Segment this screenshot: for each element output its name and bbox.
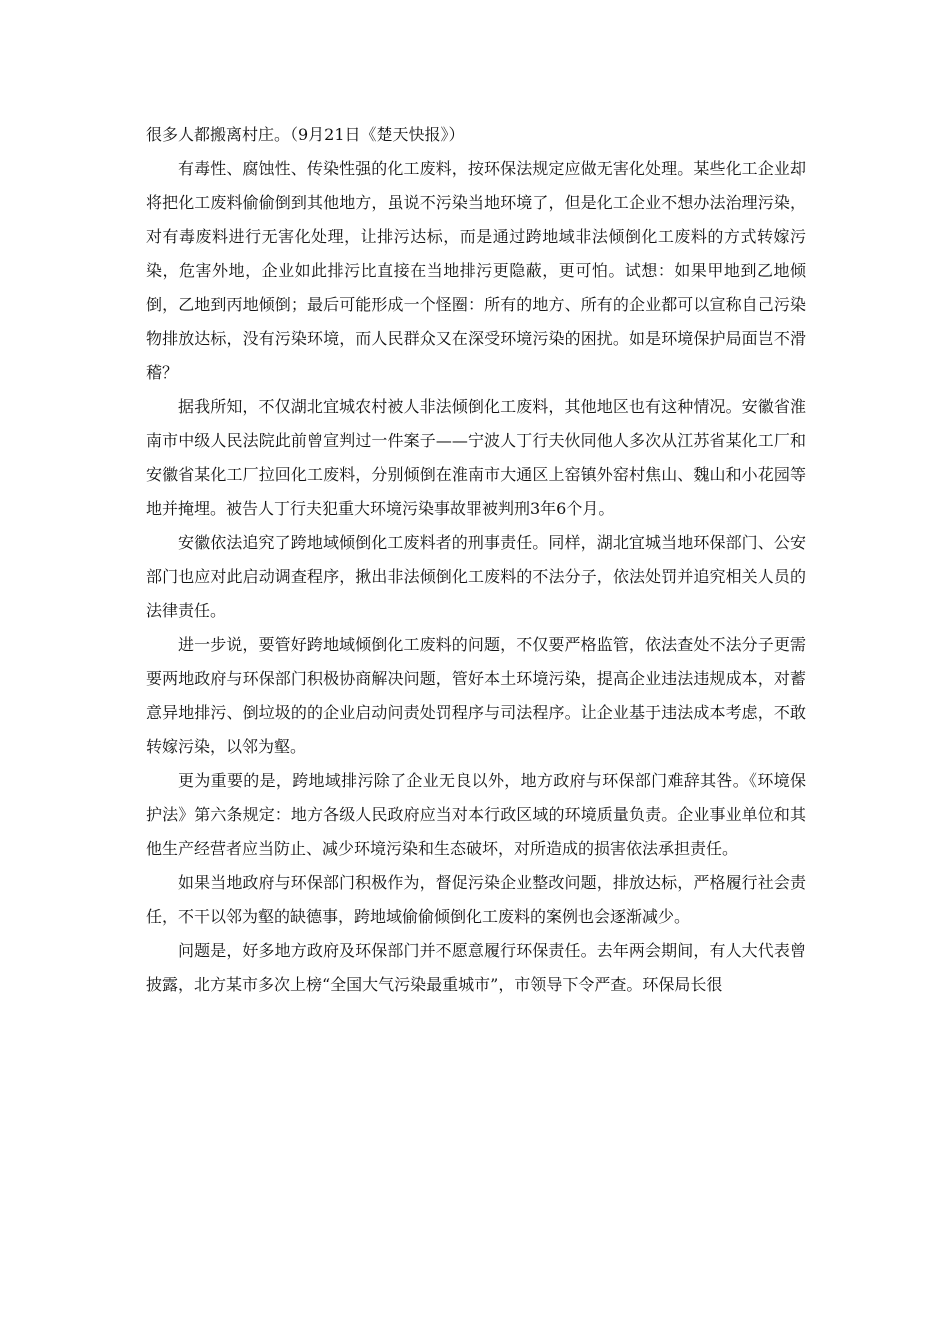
paragraph-4: 安徽依法追究了跨地域倾倒化工废料者的刑事责任。同样，湖北宜城当地环保部门、公安部门也应对此启动调查程序，揪出非法倾倒化工废料的不法分子，依法处罚并追究相关人员的法律责任。 xyxy=(146,533,806,620)
paragraph-5: 进一步说，要管好跨地域倾倒化工废料的问题，不仅要严格监管，依法查处不法分子更需要两地政府与环保部门积极协商解决问题，管好本土环境污染，提高企业违法违规成本，对蓄意异地排污、倒垃圾的的企业启动问责处罚程序与司法程序。让企业基于违法成本考虑，不敢转嫁污染，以邻为壑。 xyxy=(146,635,806,756)
paragraph-7: 如果当地政府与环保部门积极作为，督促污染企业整改问题，排放达标，严格履行社会责任，不干以邻为壑的缺德事，跨地域偷偷倾倒化工废料的案例也会逐渐减少。 xyxy=(146,873,806,926)
paragraph-3: 据我所知，不仅湖北宜城农村被人非法倾倒化工废料，其他地区也有这种情况。安徽省淮南市中级人民法院此前曾宣判过一件案子——宁波人丁行夫伙同他人多次从江苏省某化工厂和安徽省某化工厂拉回化工废料，分别倾倒在淮南市大通区上窑镇外窑村焦山、魏山和小花园等地并掩埋。被告人丁行夫犯重大环境污染事故罪被判刑3年6个月。 xyxy=(146,397,806,518)
paragraph-1: 很多人都搬离村庄。（9月21日《楚天快报》） xyxy=(146,125,465,144)
paragraph-6: 更为重要的是，跨地域排污除了企业无良以外，地方政府与环保部门难辞其咎。《环境保护法》第六条规定：地方各级人民政府应当对本行政区域的环境质量负责。企业事业单位和其他生产经营者应当防止、减少环境污染和生态破坏，对所造成的损害依法承担责任。 xyxy=(146,771,806,858)
paragraph-8: 问题是，好多地方政府及环保部门并不愿意履行环保责任。去年两会期间，有人大代表曾披露，北方某市多次上榜“全国大气污染最重城市”，市领导下令严查。环保局长很 xyxy=(146,941,806,994)
article-body xyxy=(146,118,806,1002)
paragraph-2: 有毒性、腐蚀性、传染性强的化工废料，按环保法规定应做无害化处理。某些化工企业却将把化工废料偷偷倒到其他地方，虽说不污染当地环境了，但是化工企业不想办法治理污染，对有毒废料进行无害化处理，让排污达标，而是通过跨地域非法倾倒化工废料的方式转嫁污染，危害外地，企业如此排污比直接在当地排污更隐蔽，更可怕。试想：如果甲地到乙地倾倒，乙地到丙地倾倒；最后可能形成一个怪圈：所有的地方、所有的企业都可以宣称自己污染物排放达标，没有污染环境，而人民群众又在深受环境污染的困扰。如是环境保护局面岂不滑稽？ xyxy=(146,159,806,382)
